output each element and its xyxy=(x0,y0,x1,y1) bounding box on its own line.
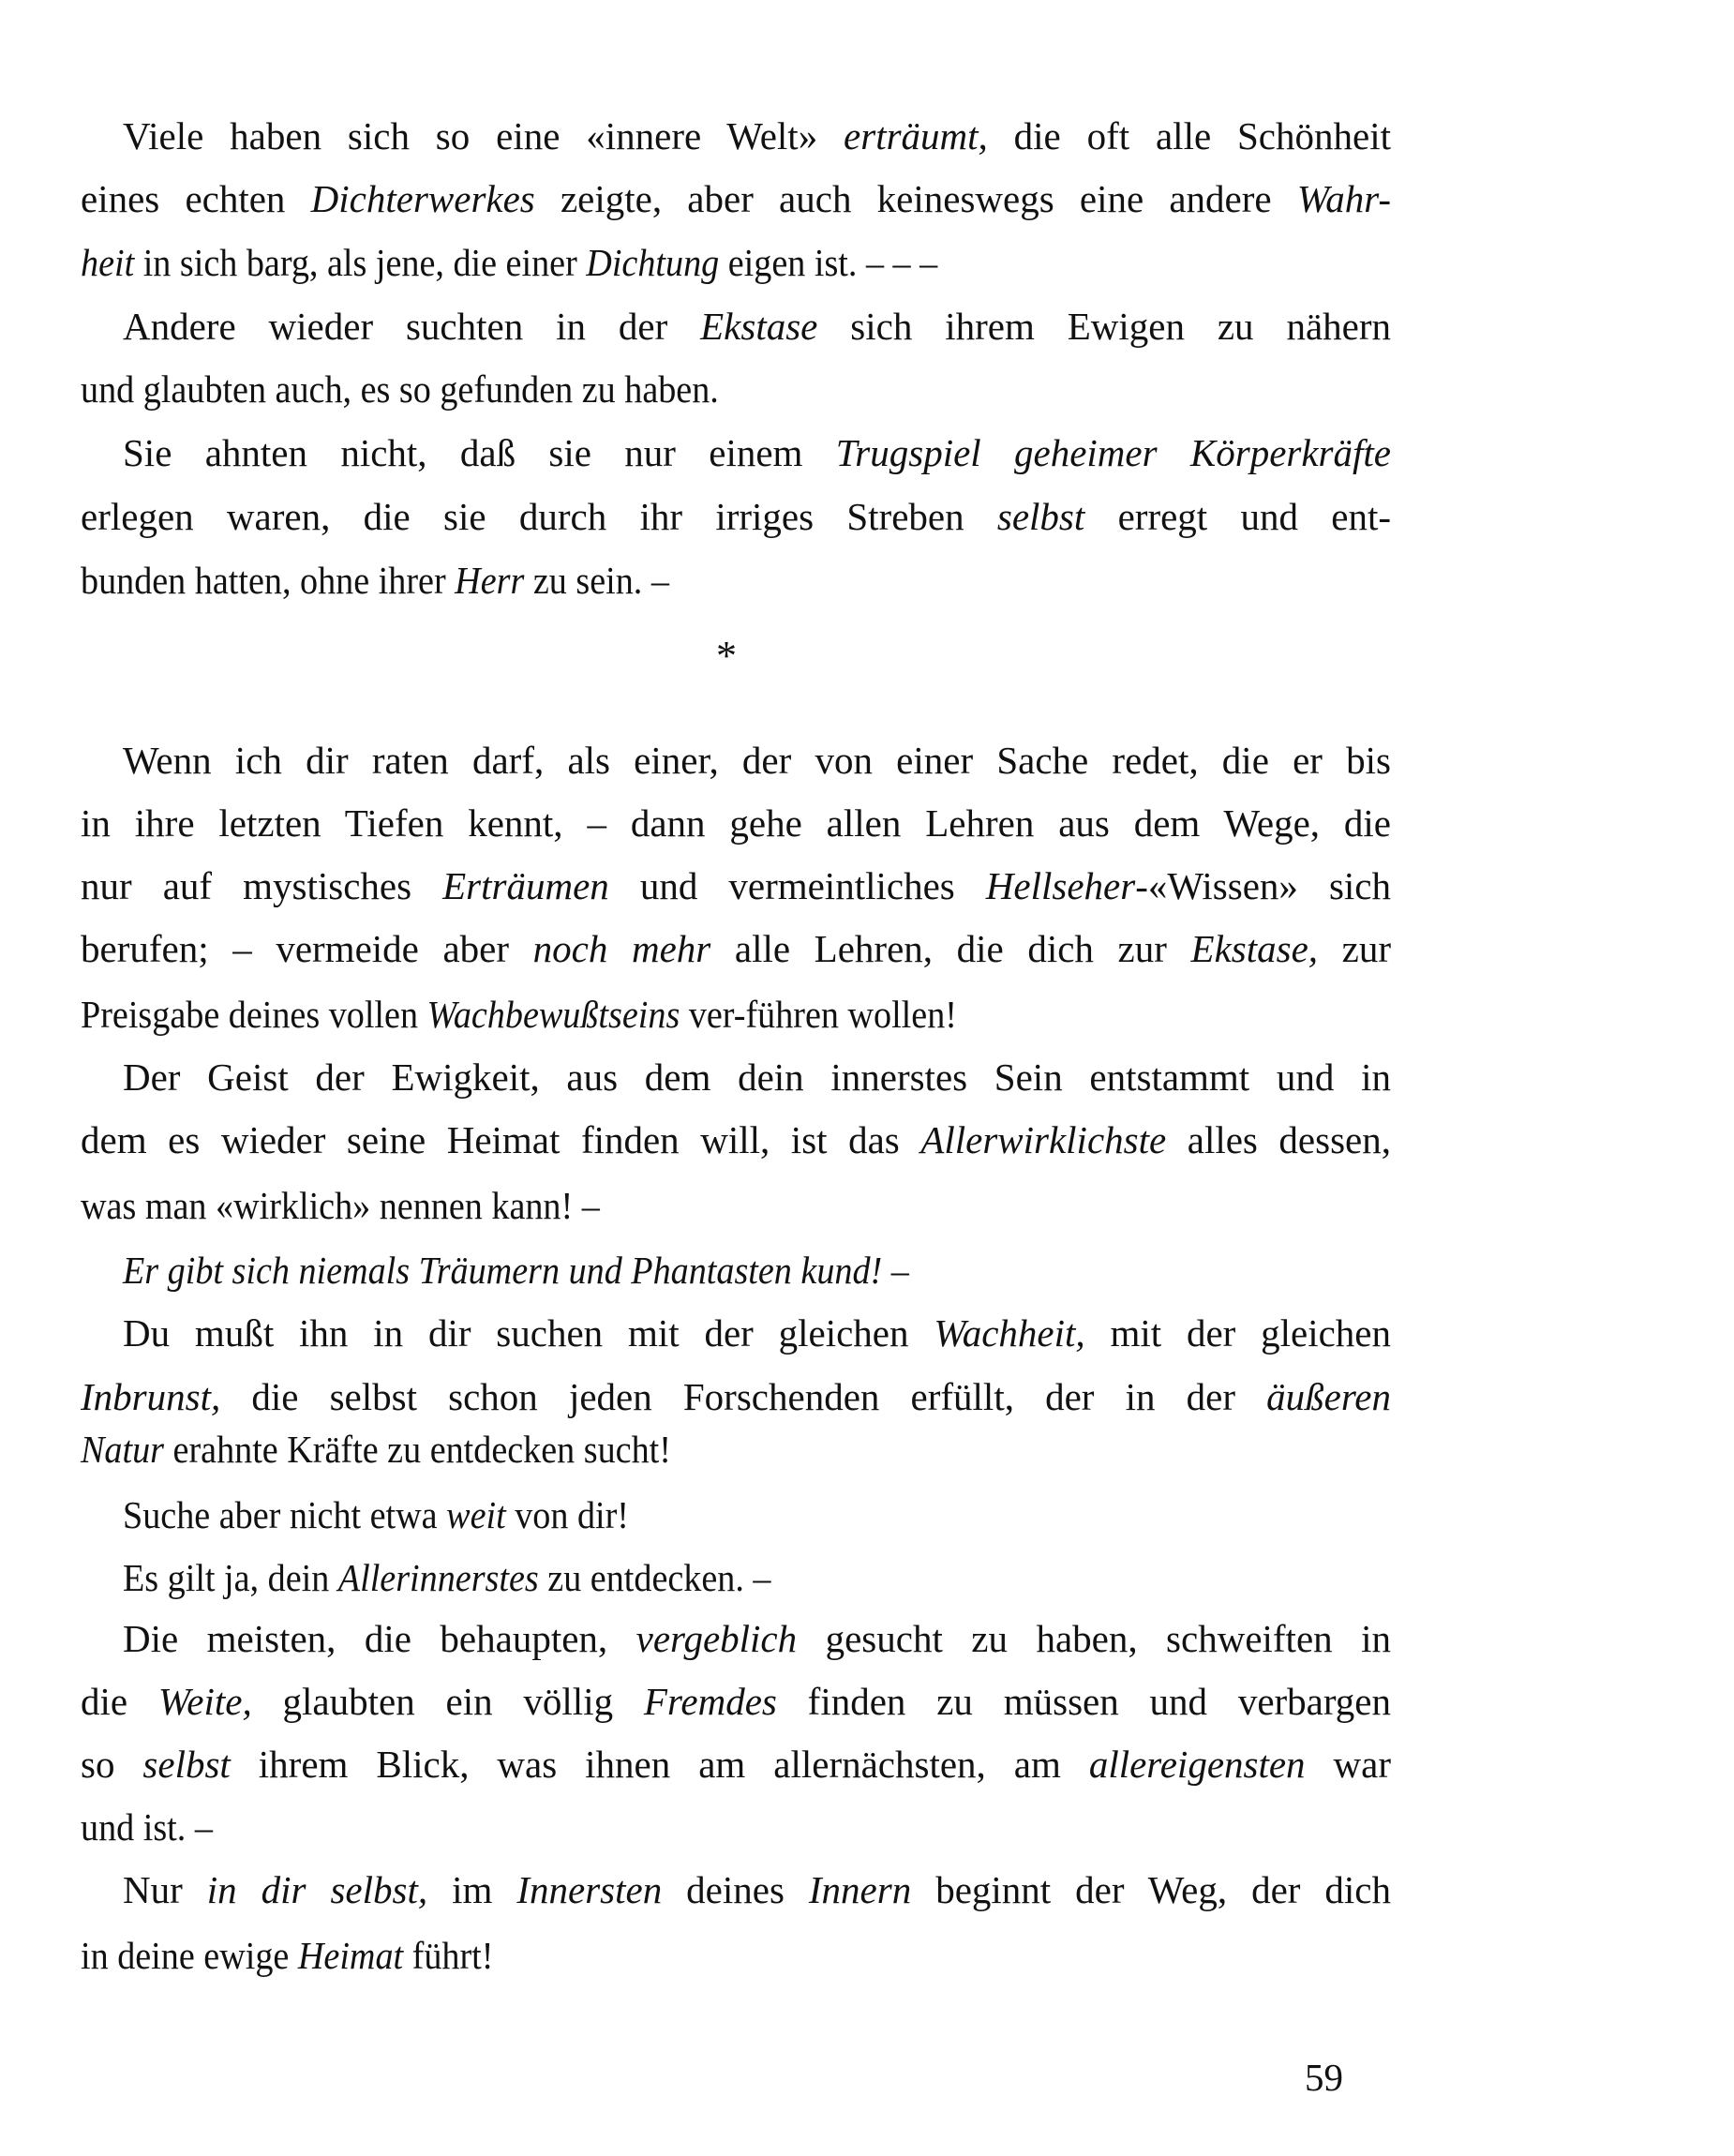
emphasis-text: Innern xyxy=(808,1868,912,1911)
text-line xyxy=(81,1427,1391,1472)
text-line-content xyxy=(81,1679,1391,1724)
emphasis-text: Wahr- xyxy=(1296,177,1391,220)
text-line xyxy=(81,1183,1391,1228)
plain-text: zu entdecken. – xyxy=(538,1556,771,1599)
text-line-content xyxy=(81,1933,493,1978)
emphasis-text: Dichtung xyxy=(586,241,720,284)
emphasis-text: Wachbewußtseins xyxy=(426,993,680,1036)
emphasis-text: äußeren xyxy=(1266,1375,1391,1418)
text-line xyxy=(81,1804,1391,1849)
text-line-content xyxy=(81,1742,1391,1787)
text-line xyxy=(81,1933,1391,1978)
text-line xyxy=(81,1374,1391,1419)
plain-text: zur xyxy=(1318,927,1391,970)
emphasis-text: selbst xyxy=(142,1743,231,1786)
section-separator: * xyxy=(716,633,737,679)
text-line xyxy=(81,801,1391,846)
text-line xyxy=(81,1742,1391,1787)
plain-text: ihrem Blick, was ihnen am allernächsten, am xyxy=(230,1743,1089,1786)
text-line-content xyxy=(123,1310,1391,1355)
emphasis-text: selbst xyxy=(996,495,1085,538)
plain-text: – xyxy=(882,1249,909,1292)
text-line-content xyxy=(81,176,1391,221)
plain-text: Sie ahnten nicht, daß sie nur einem xyxy=(123,431,836,474)
text-line-content xyxy=(123,430,1391,475)
text-line-content xyxy=(81,1183,600,1228)
text-line xyxy=(123,304,1391,349)
emphasis-text: Heimat xyxy=(297,1934,404,1977)
emphasis-text: Allerwirklichste xyxy=(920,1118,1167,1161)
text-line xyxy=(81,176,1391,221)
text-line xyxy=(123,113,1391,158)
plain-text: und glaubten auch, es so gefunden zu haben. xyxy=(81,367,719,411)
plain-text: von dir! xyxy=(505,1493,630,1536)
emphasis-text: Herr xyxy=(455,559,525,602)
text-line xyxy=(81,926,1391,971)
emphasis-text: Innersten xyxy=(516,1868,663,1911)
emphasis-text: allereigensten xyxy=(1088,1743,1306,1786)
plain-text: die oft alle Schönheit xyxy=(987,114,1391,157)
text-line-content xyxy=(123,1616,1391,1661)
plain-text: zu sein. – xyxy=(524,559,669,602)
plain-text: die selbst schon jeden Forschenden erfüllt, der in der xyxy=(220,1375,1267,1418)
plain-text: Es gilt ja, dein xyxy=(123,1556,338,1599)
page-number: 59 xyxy=(1305,2056,1343,2099)
text-line xyxy=(123,1555,1391,1600)
plain-text: bunden hatten, ohne ihrer xyxy=(81,559,456,602)
text-line xyxy=(81,367,1391,412)
text-line xyxy=(81,1679,1391,1724)
text-line-content xyxy=(123,1555,770,1600)
plain-text: -«Wissen» sich xyxy=(1135,864,1391,907)
plain-text: erahnte Kräfte zu entdecken sucht! xyxy=(164,1428,671,1471)
plain-text: mit der gleichen xyxy=(1084,1311,1391,1355)
plain-text: Du mußt ihn in dir suchen mit der gleichen xyxy=(123,1311,934,1355)
plain-text: in deine ewige xyxy=(81,1934,298,1977)
plain-text: Suche aber nicht etwa xyxy=(123,1493,447,1536)
text-line-content xyxy=(81,558,669,603)
text-line-content xyxy=(81,1804,213,1849)
text-line-content xyxy=(81,926,1391,971)
text-line-content xyxy=(123,738,1391,783)
emphasis-text: Ekstase, xyxy=(1190,927,1319,970)
text-line-content xyxy=(81,801,1391,846)
plain-text: Wenn ich dir raten darf, als einer, der von einer Sache redet, die er bis xyxy=(123,739,1391,782)
plain-text: Viele haben sich so eine «innere Welt» xyxy=(123,114,845,157)
plain-text: alles dessen, xyxy=(1166,1118,1391,1161)
emphasis-text: erträumt, xyxy=(844,114,988,157)
text-line-content xyxy=(123,304,1391,349)
emphasis-text: Ekstase xyxy=(700,305,818,348)
text-line xyxy=(123,1492,1391,1537)
plain-text: so xyxy=(81,1743,143,1786)
emphasis-text: Fremdes xyxy=(643,1680,777,1723)
plain-text: alle Lehren, die dich zur xyxy=(710,927,1191,970)
text-line xyxy=(81,558,1391,603)
text-line xyxy=(81,494,1391,539)
text-line xyxy=(123,1248,1391,1293)
text-line xyxy=(81,863,1391,908)
plain-text: Der Geist der Ewigkeit, aus dem dein innerstes Sein entstammt und in xyxy=(123,1056,1391,1099)
plain-text: beginnt der Weg, der dich xyxy=(911,1868,1391,1911)
plain-text: im xyxy=(427,1868,517,1911)
text-line xyxy=(123,1867,1391,1912)
emphasis-text: weit xyxy=(446,1493,506,1536)
emphasis-text: Natur xyxy=(81,1428,165,1471)
plain-text: und ist. – xyxy=(81,1805,213,1849)
text-line xyxy=(81,1117,1391,1162)
emphasis-text: Erträumen xyxy=(442,864,609,907)
plain-text: Die meisten, die behaupten, xyxy=(123,1617,636,1660)
plain-text: zeigte, aber auch keineswegs eine andere xyxy=(534,177,1297,220)
text-line-content xyxy=(123,113,1391,158)
plain-text: glaubten ein völlig xyxy=(251,1680,644,1723)
plain-text: erregt und ent- xyxy=(1084,495,1391,538)
emphasis-text: noch mehr xyxy=(532,927,711,970)
text-line xyxy=(123,1310,1391,1355)
text-line xyxy=(123,738,1391,783)
plain-text: die xyxy=(81,1680,158,1723)
text-line-content xyxy=(81,992,957,1037)
text-line xyxy=(81,992,1391,1037)
plain-text: eines echten xyxy=(81,177,311,220)
text-line-content xyxy=(81,367,719,412)
text-line-content xyxy=(123,1055,1391,1100)
plain-text: gesucht zu haben, schweiften in xyxy=(797,1617,1391,1660)
text-line xyxy=(123,1055,1391,1100)
text-line-content xyxy=(81,494,1391,539)
emphasis-text: vergeblich xyxy=(635,1617,798,1660)
plain-text: sich ihrem Ewigen zu nähern xyxy=(817,305,1391,348)
plain-text: in ihre letzten Tiefen kennt, – dann gehe allen Lehren aus dem Wege, die xyxy=(81,801,1391,845)
plain-text: finden zu müssen und verbargen xyxy=(776,1680,1391,1723)
plain-text: eigen ist. – – – xyxy=(719,241,938,284)
text-line-content xyxy=(81,1427,671,1472)
plain-text: nur auf mystisches xyxy=(81,864,443,907)
text-line xyxy=(123,1616,1391,1661)
text-line-content xyxy=(81,863,1391,908)
plain-text: Preisgabe deines vollen xyxy=(81,993,427,1036)
plain-text: in sich barg, als jene, die einer xyxy=(134,241,587,284)
plain-text: ver-führen wollen! xyxy=(680,993,957,1036)
text-line-content xyxy=(81,1117,1391,1162)
emphasis-text: Inbrunst, xyxy=(81,1375,221,1418)
text-line-content xyxy=(81,240,937,285)
text-line xyxy=(123,430,1391,475)
plain-text: deines xyxy=(662,1868,809,1911)
plain-text: Andere wieder suchten in der xyxy=(123,305,701,348)
emphasis-text: heit xyxy=(81,241,135,284)
emphasis-text: Trugspiel geheimer Körperkräfte xyxy=(835,431,1391,474)
plain-text: Nur xyxy=(123,1868,207,1911)
plain-text: dem es wieder seine Heimat finden will, ist das xyxy=(81,1118,921,1161)
emphasis-text: Wachheit, xyxy=(934,1311,1085,1355)
emphasis-text: Er gibt sich niemals Träumern und Phantasten kund! xyxy=(123,1249,883,1292)
emphasis-text: Dichterwerkes xyxy=(310,177,535,220)
text-line-content xyxy=(123,1867,1391,1912)
text-line-content xyxy=(81,1374,1391,1419)
emphasis-text: in dir selbst, xyxy=(206,1868,428,1911)
plain-text: führt! xyxy=(403,1934,494,1977)
plain-text: war xyxy=(1305,1743,1391,1786)
emphasis-text: Allerinnerstes xyxy=(337,1556,539,1599)
plain-text: berufen; – vermeide aber xyxy=(81,927,533,970)
emphasis-text: Hellseher xyxy=(985,864,1136,907)
text-line xyxy=(81,240,1391,285)
text-line-content xyxy=(123,1248,909,1293)
text-line-content xyxy=(123,1492,629,1537)
plain-text: erlegen waren, die sie durch ihr irriges Streben xyxy=(81,495,997,538)
plain-text: und vermeintliches xyxy=(608,864,986,907)
plain-text: was man «wirklich» nennen kann! – xyxy=(81,1184,600,1227)
emphasis-text: Weite, xyxy=(157,1680,252,1723)
